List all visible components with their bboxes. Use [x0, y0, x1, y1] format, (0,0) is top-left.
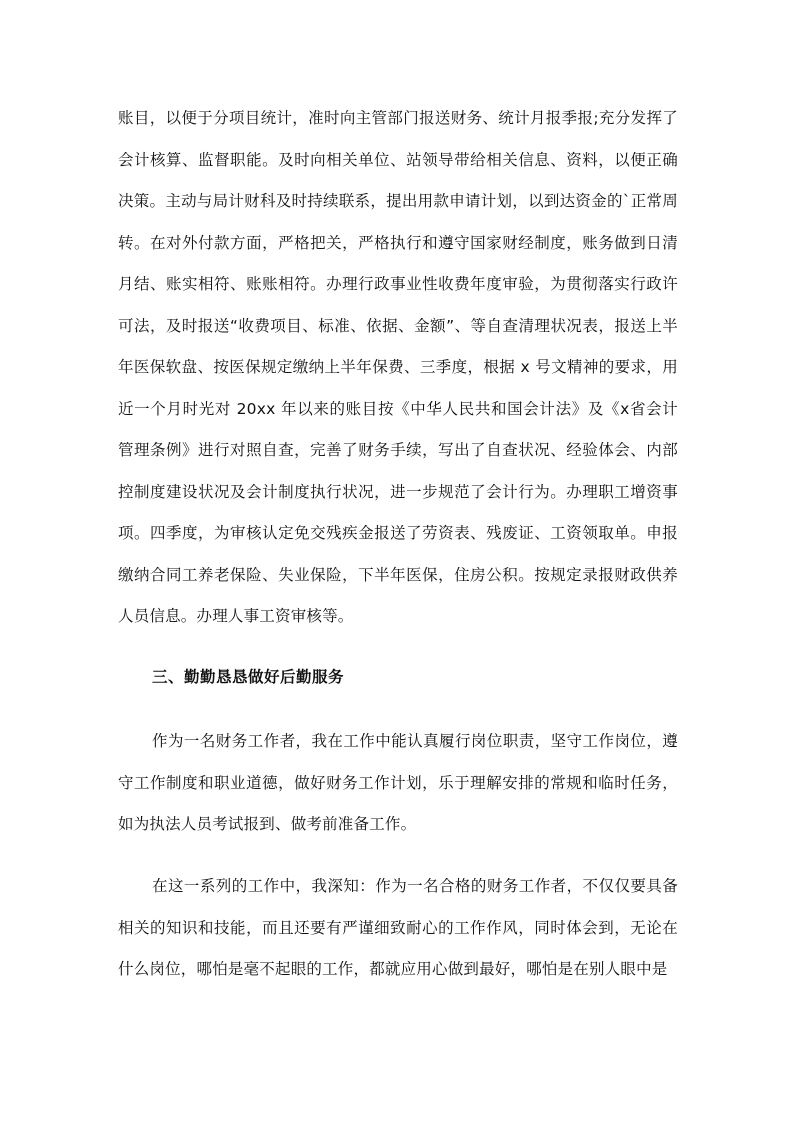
- body-paragraph-work-attitude: 作为一名财务工作者，我在工作中能认真履行岗位职责，坚守工作岗位，遵守工作制度和职业道德，做好财务工作计划，乐于理解安排的常规和临时任务，如为执法人员考试报到、做考前准备工作。: [118, 732, 678, 833]
- body-paragraph-finance-duties: 账目，以便于分项目统计，准时向主管部门报送财务、统计月报季报;充分发挥了会计核算、监督职能。及时向相关单位、站领导带给相关信息、资料，以便正确决策。主动与局计财科及时持续联系，提出用款申请计划，以到达资金的`正常周转。在对外付款方面，严格把关，严格执行和遵守国家财经制度，账务做到日清月结、账实相符、账账相符。办理行政事业性收费年度审验，为贯彻落实行政许可法，及时报送“收费项目、标准、依据、金额”、等自查清理状况表，报送上半年医保软盘、按医保规定缴纳上半年保费、三季度，根据 x 号文精神的要求，用近一个月时光对 20xx 年以来的账目按《中华人民共和国会计法》及《x省会计管理条例》进行对照自查，完善了财务手续，写出了自查状况、经验体会、内部控制度建设状况及会计制度执行状况，进一步规范了会计行为。办理职工增资事项。四季度，为审核认定免交残疾金报送了劳资表、残废证、工资领取单。申报缴纳合同工养老保险、失业保险，下半年医保，住房公积。按规定录报财政供养人员信息。办理人事工资审核等。: [118, 109, 678, 625]
- section-heading-logistics-service: 三、勤勤恳恳做好后勤服务: [152, 668, 345, 686]
- body-paragraph-reflection: 在这一系列的工作中，我深知：作为一名合格的财务工作者，不仅仅要具备相关的知识和技能，而且还要有严谨细致耐心的工作作风，同时体会到，无论在什么岗位，哪怕是毫不起眼的工作，都就应用心做到最好，哪怕是在别人眼中是: [118, 877, 678, 978]
